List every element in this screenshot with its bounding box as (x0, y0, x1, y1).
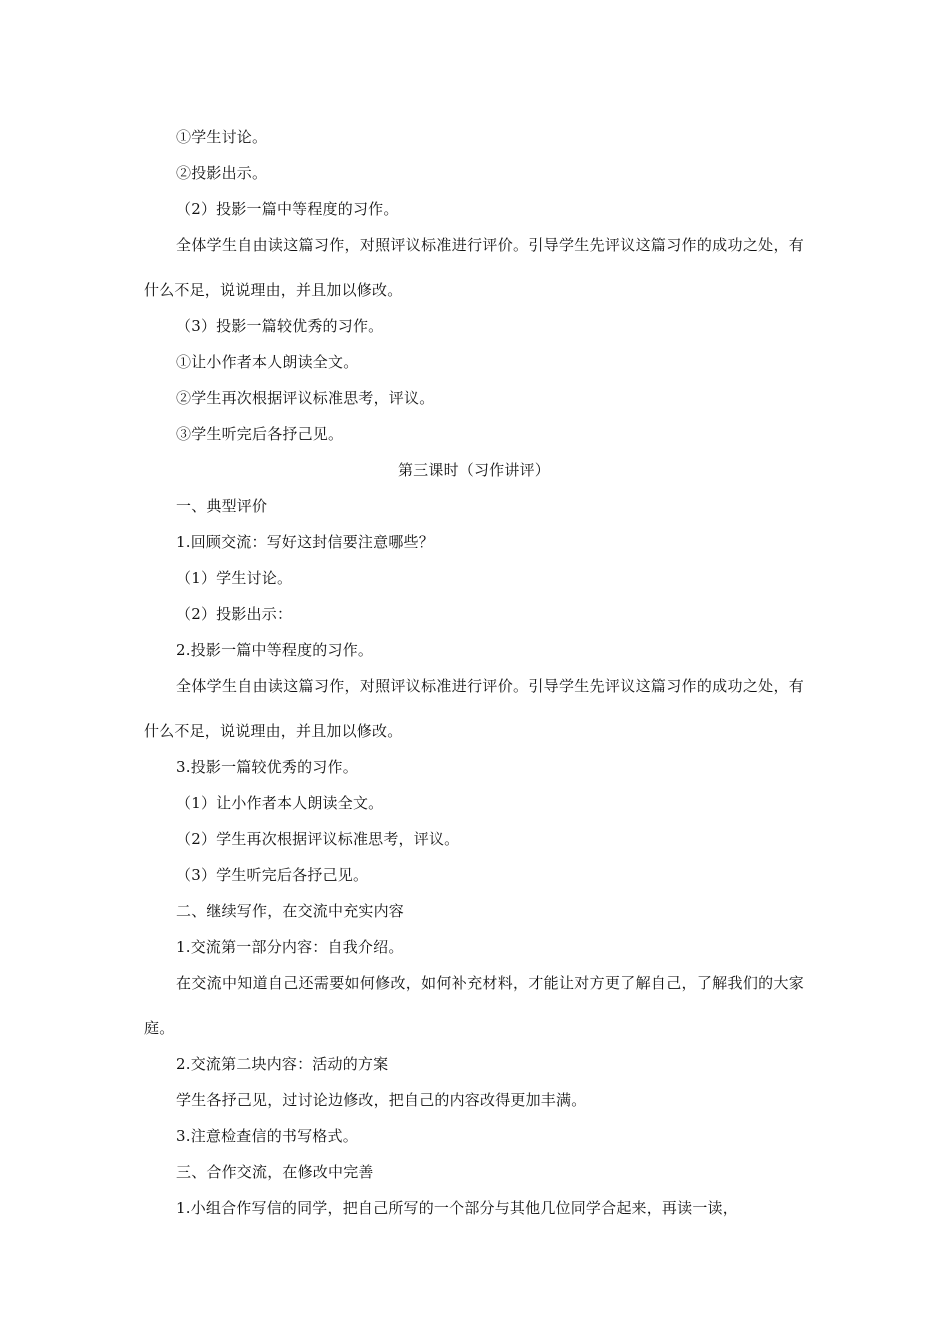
section-heading: 第三课时（习作讲评） (397, 461, 550, 479)
list-item: 1.交流第一部分内容：自我介绍。 (176, 938, 404, 956)
paragraph: 在交流中知道自己还需要如何修改，如何补充材料，才能让对方更了解自己，了解我们的大家庭。 (144, 974, 804, 1037)
list-item: ①学生讨论。 (176, 128, 268, 146)
list-item: （1）学生讨论。 (176, 569, 293, 587)
list-item: 3.投影一篇较优秀的习作。 (176, 758, 358, 776)
list-item: ②学生再次根据评议标准思考，评议。 (176, 389, 435, 407)
list-item: （2）投影一篇中等程度的习作。 (176, 200, 399, 218)
paragraph: 1.小组合作写信的同学，把自己所写的一个部分与其他几位同学合起来，再读一读， (176, 1199, 738, 1217)
list-item: 3.注意检查信的书写格式。 (176, 1127, 358, 1145)
list-item: （3）投影一篇较优秀的习作。 (176, 317, 384, 335)
section-heading: 二、继续写作，在交流中充实内容 (176, 902, 405, 920)
section-heading: 三、合作交流，在修改中完善 (176, 1163, 374, 1181)
paragraph: 全体学生自由读这篇习作，对照评议标准进行评价。引导学生先评议这篇习作的成功之处，有什么不足，说说理由，并且加以修改。 (144, 677, 804, 740)
paragraph: 全体学生自由读这篇习作，对照评议标准进行评价。引导学生先评议这篇习作的成功之处，有什么不足，说说理由，并且加以修改。 (144, 236, 804, 299)
list-item: （2）投影出示： (176, 605, 293, 623)
list-item: 2.交流第二块内容：活动的方案 (176, 1055, 389, 1073)
list-item: ②投影出示。 (176, 164, 268, 182)
paragraph: 学生各抒己见，过讨论边修改，把自己的内容改得更加丰满。 (176, 1091, 587, 1109)
section-heading: 一、典型评价 (176, 497, 268, 515)
document-body (144, 119, 804, 1226)
list-item: （1）让小作者本人朗读全文。 (176, 794, 384, 812)
list-item: 2.投影一篇中等程度的习作。 (176, 641, 374, 659)
list-item: ①让小作者本人朗读全文。 (176, 353, 359, 371)
list-item: （2）学生再次根据评议标准思考，评议。 (176, 830, 460, 848)
list-item: （3）学生听完后各抒己见。 (176, 866, 369, 884)
list-item: ③学生听完后各抒己见。 (176, 425, 344, 443)
list-item: 1.回顾交流：写好这封信要注意哪些？ (176, 533, 434, 551)
